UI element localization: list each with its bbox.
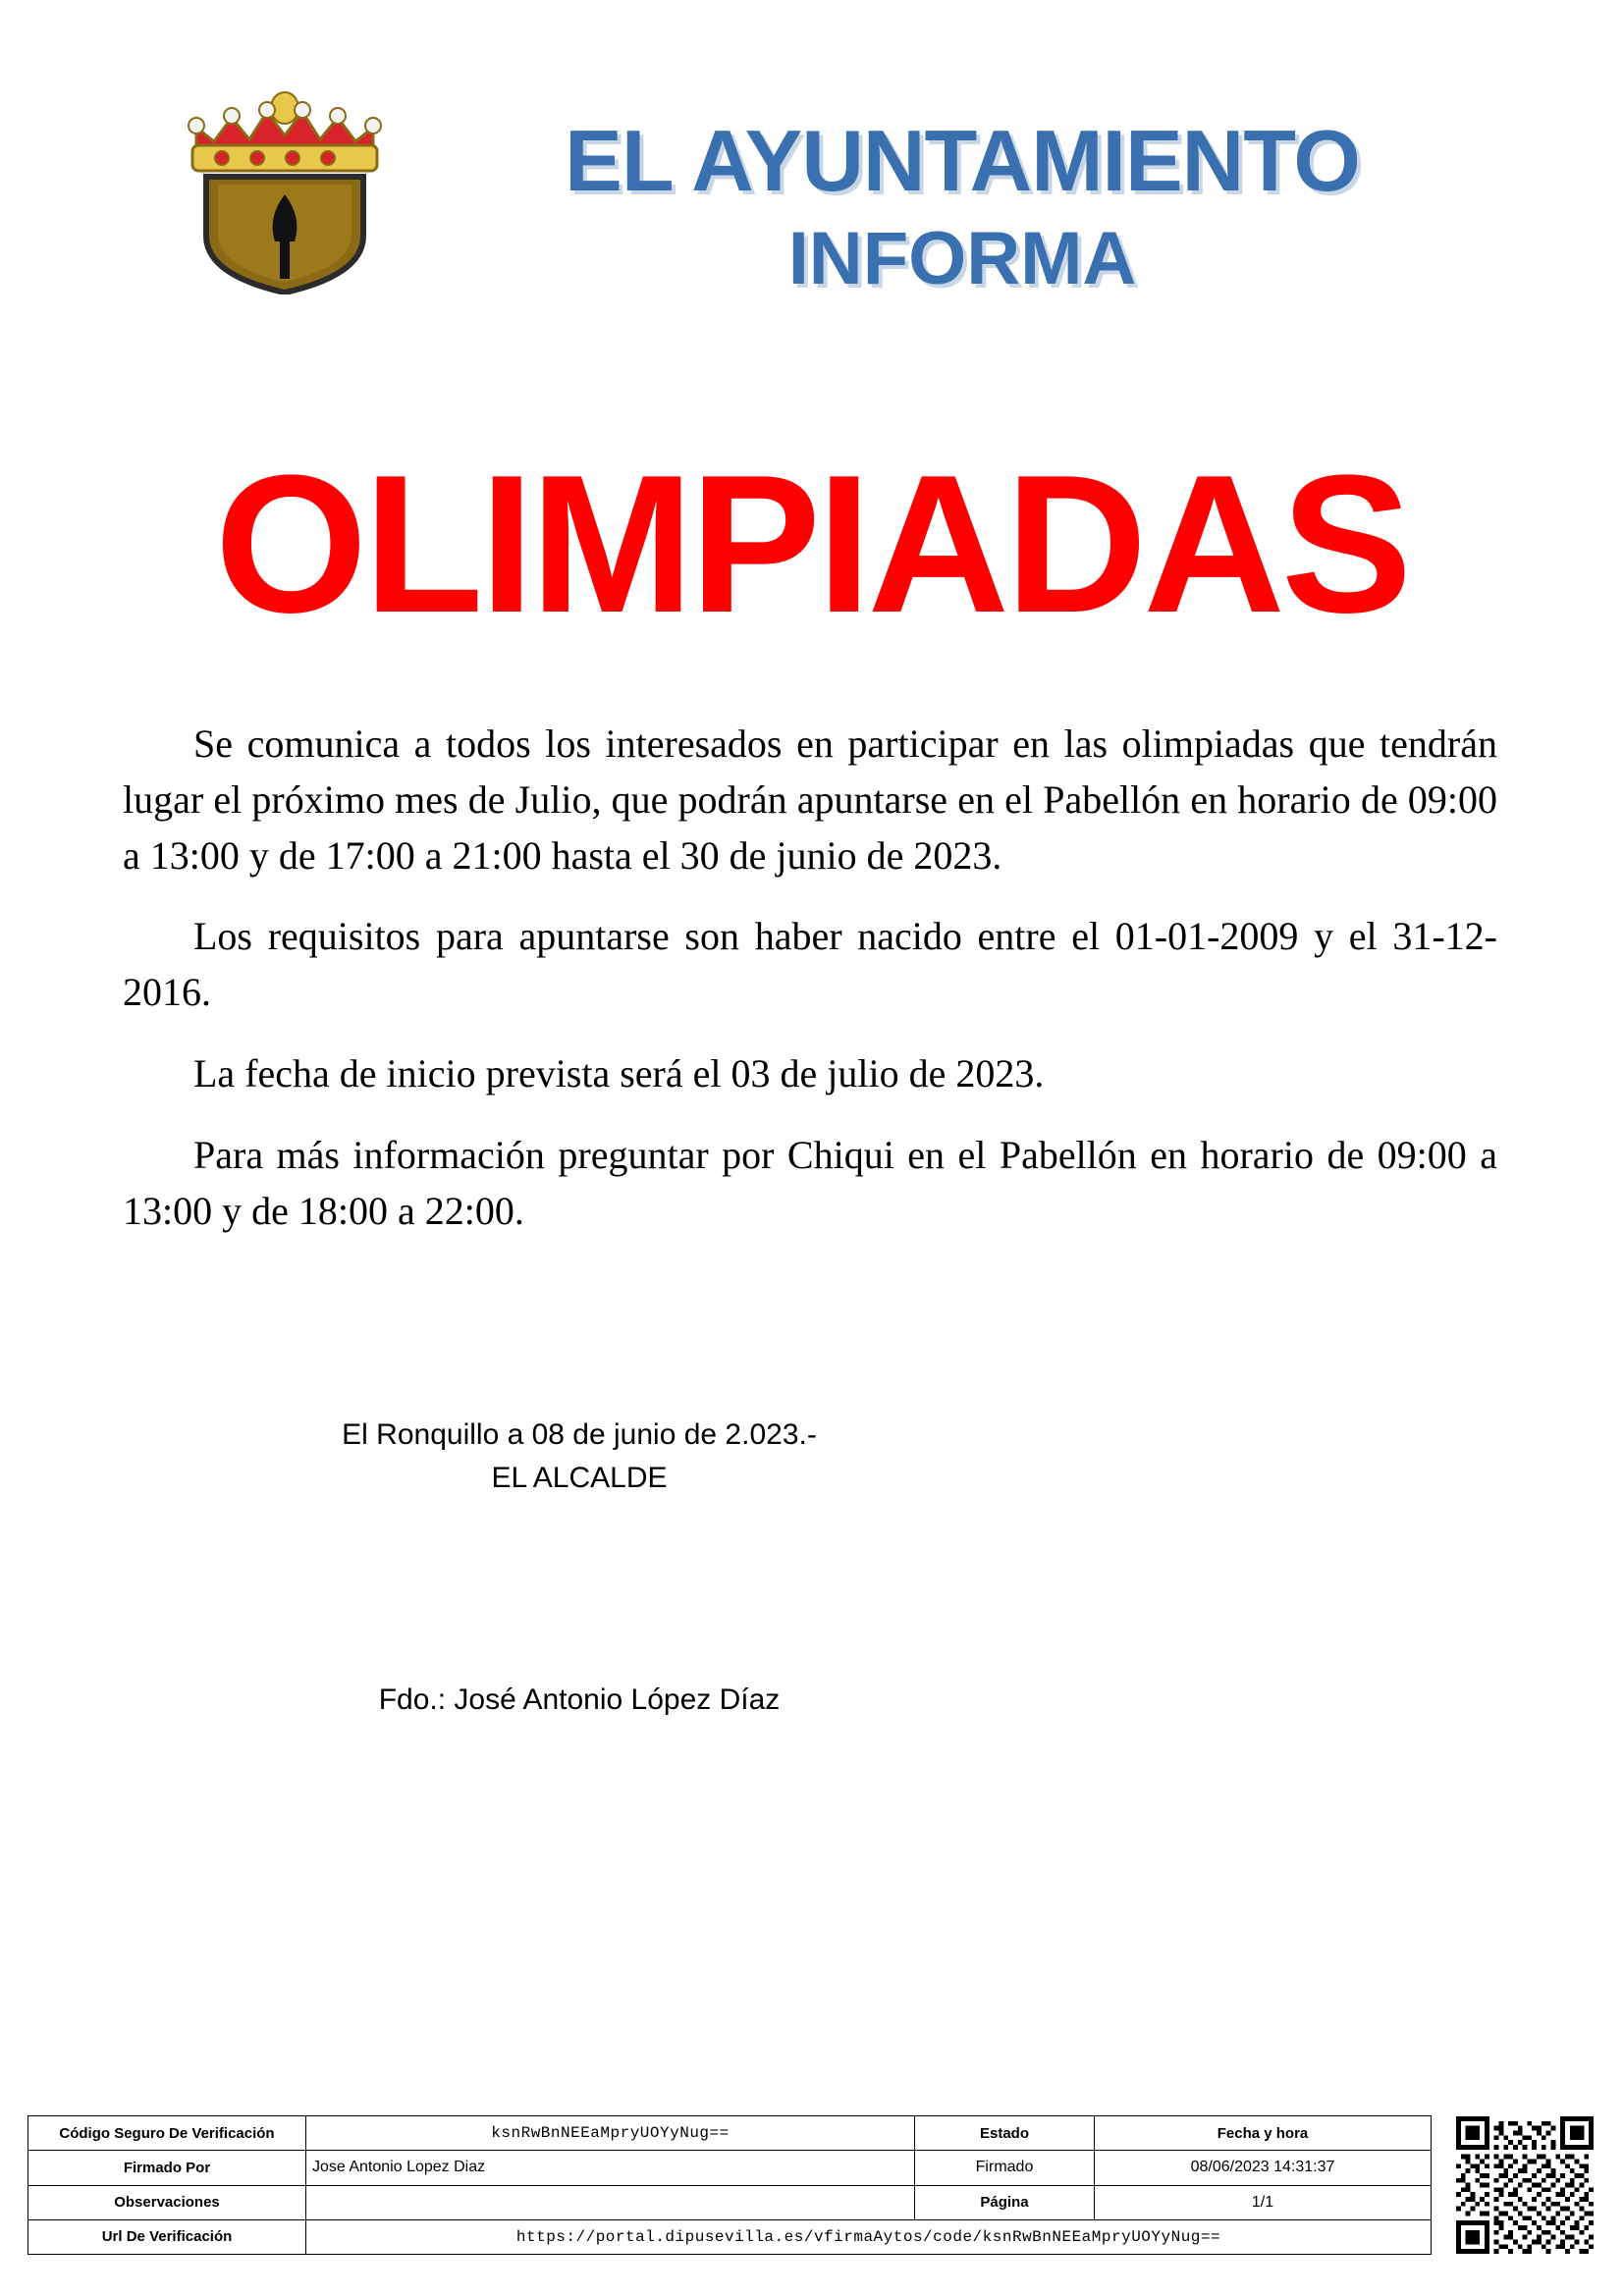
- url-value[interactable]: https://portal.dipusevilla.es/vfirmaAytos/code/ksnRwBnNEEaMpryUOYyNug==: [306, 2219, 1432, 2254]
- document-header: [0, 0, 1623, 654]
- pagina-label: Página: [915, 2185, 1095, 2219]
- pagina-value: 1/1: [1095, 2185, 1432, 2219]
- page-subtitle: INFORMA: [787, 217, 1137, 300]
- url-label: Url De Verificación: [28, 2219, 306, 2254]
- header-title-group: [422, 112, 1502, 305]
- firmado-por-value: Jose Antonio Lopez Diaz: [306, 2151, 915, 2185]
- document-body: [123, 717, 1497, 1239]
- paragraph-2: Los requisitos para apuntarse son haber nacido entre el 01-01-2009 y el 31-12-2016.: [123, 914, 1497, 1015]
- csv-label: Código Seguro De Verificación: [28, 2116, 306, 2151]
- signature-block: [0, 1414, 1159, 1499]
- observaciones-value: [306, 2185, 915, 2219]
- fecha-value: 08/06/2023 14:31:37: [1095, 2151, 1432, 2185]
- fecha-header: Fecha y hora: [1095, 2116, 1432, 2151]
- paragraph-3: La fecha de inicio prevista será el 03 de julio de 2023.: [193, 1050, 1045, 1095]
- signature-role: EL ALCALDE: [491, 1461, 668, 1494]
- qr-code-icon: [1455, 2115, 1595, 2255]
- estado-value: Firmado: [915, 2151, 1095, 2185]
- verification-footer: [27, 2115, 1598, 2255]
- firmado-por-label: Firmado Por: [28, 2151, 306, 2185]
- coat-of-arms-icon: [137, 69, 432, 294]
- signature-name: Fdo.: José Antonio López Díaz: [378, 1683, 781, 1716]
- table-row: [28, 2219, 1432, 2254]
- estado-header: Estado: [915, 2116, 1095, 2151]
- verification-table: [27, 2115, 1432, 2255]
- table-row: [28, 2116, 1432, 2151]
- paragraph-4: Para más información preguntar por Chiqui en el Pabellón en horario de 09:00 a 13:00 y de 18:00 a 22:00.: [123, 1132, 1497, 1233]
- observaciones-label: Observaciones: [28, 2185, 306, 2219]
- csv-value: ksnRwBnNEEaMpryUOYyNug==: [306, 2116, 915, 2151]
- table-row: [28, 2151, 1432, 2185]
- signature-place-date: El Ronquillo a 08 de junio de 2.023.-: [342, 1418, 817, 1451]
- table-row: [28, 2185, 1432, 2219]
- page-title: EL AYUNTAMIENTO: [565, 112, 1360, 209]
- headline: OLIMPIADAS: [214, 435, 1409, 654]
- paragraph-1: Se comunica a todos los interesados en participar en las olimpiadas que tendrán lugar el próximo mes de Julio, que podrán apuntarse en el Pabellón en horario de 09:00 a 13:00 y de 17:00 a 21:00 hasta el 30 de junio de 2023.: [123, 721, 1497, 878]
